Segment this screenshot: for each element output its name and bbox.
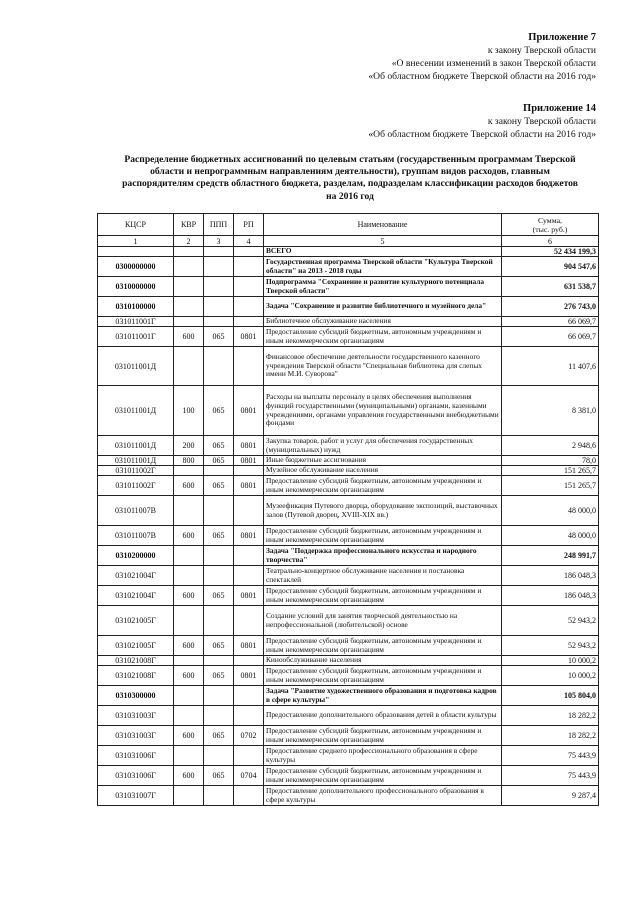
cell-name: Подпрограмма "Сохранение и развитие культурного потенциала Тверской области" <box>264 277 502 297</box>
cell-name: Музеефикация Путевого дворца, оборудование экспозиций, выставочных залов (Путевой дворец, XVIII-XIX вв.) <box>264 496 502 526</box>
cell-kcsr: 031011007В <box>98 496 174 526</box>
cell-kvr <box>174 746 204 766</box>
cell-name: Музейное обслуживание населения <box>264 466 502 476</box>
table-row <box>98 786 599 806</box>
cell-kvr: 800 <box>174 456 204 466</box>
table-row <box>98 277 599 297</box>
table-row <box>98 586 599 606</box>
cell-sum: 48 000,0 <box>502 496 599 526</box>
cell-name: Предоставление субсидий бюджетным, автономным учреждениям и иным некоммерческим организациям <box>264 586 502 606</box>
cell-sum: 105 804,0 <box>502 686 599 706</box>
cell-ppp: 065 <box>204 636 234 656</box>
appendix-14-title: Приложение 14 <box>523 103 596 114</box>
column-number: 6 <box>502 236 599 247</box>
cell-ppp <box>204 606 234 636</box>
appendix-7-line-1: к закону Тверской области <box>487 45 596 56</box>
cell-kcsr: 031021008Г <box>98 656 174 666</box>
cell-rp <box>234 347 264 386</box>
cell-name: Предоставление субсидий бюджетным, автономным учреждениям и иным некоммерческим организациям <box>264 636 502 656</box>
cell-kvr <box>174 606 204 636</box>
cell-rp <box>234 317 264 327</box>
table-row <box>98 257 599 277</box>
column-number: 4 <box>234 236 264 247</box>
cell-rp: 0704 <box>234 766 264 786</box>
cell-kcsr: 031031006Г <box>98 746 174 766</box>
appendix-14-line-2: «Об областном бюджете Тверской области на 2016 год» <box>368 129 596 140</box>
cell-sum: 904 547,6 <box>502 257 599 277</box>
cell-name: Задача "Сохранение и развитие библиотечного и музейного дела" <box>264 297 502 317</box>
cell-rp <box>234 257 264 277</box>
cell-name: Библиотечное обслуживание населения <box>264 317 502 327</box>
cell-kvr: 200 <box>174 436 204 456</box>
cell-rp <box>234 706 264 726</box>
cell-kvr <box>174 297 204 317</box>
cell-sum: 52 943,2 <box>502 606 599 636</box>
appendix-7-title: Приложение 7 <box>528 32 596 43</box>
table-row <box>98 496 599 526</box>
table-row <box>98 666 599 686</box>
header-kcsr: КЦСР <box>98 214 174 236</box>
document-title-line-3: распорядителям средств областного бюджета, разделам, подразделам классификации расходов бюджетов <box>122 178 578 190</box>
cell-sum: 276 743,0 <box>502 297 599 317</box>
cell-kcsr: 031021005Г <box>98 636 174 656</box>
cell-name: Предоставление дополнительного профессионального образования в сфере культуры <box>264 786 502 806</box>
appendix-14-block <box>368 102 596 141</box>
cell-kvr <box>174 496 204 526</box>
cell-rp <box>234 247 264 257</box>
cell-name: Театрально-концертное обслуживание населения и постановка спектаклей <box>264 566 502 586</box>
cell-name: Предоставление субсидий бюджетным, автономным учреждениям и иным некоммерческим организациям <box>264 327 502 347</box>
table-row <box>98 686 599 706</box>
cell-sum: 78,0 <box>502 456 599 466</box>
cell-sum: 52 434 199,3 <box>502 247 599 257</box>
table-row <box>98 606 599 636</box>
cell-kcsr: 0310300000 <box>98 686 174 706</box>
cell-sum: 66 069,7 <box>502 317 599 327</box>
cell-kvr: 100 <box>174 386 204 436</box>
cell-kvr <box>174 347 204 386</box>
cell-kcsr: 031011007В <box>98 526 174 546</box>
appendix-7-block <box>368 31 596 83</box>
table-row <box>98 726 599 746</box>
cell-kvr: 600 <box>174 636 204 656</box>
cell-ppp: 065 <box>204 386 234 436</box>
cell-sum: 75 443,9 <box>502 746 599 766</box>
cell-sum: 8 381,0 <box>502 386 599 436</box>
cell-name: Предоставление среднего профессионального образования в сфере культуры <box>264 746 502 766</box>
column-number-row <box>98 236 599 247</box>
column-number: 2 <box>174 236 204 247</box>
cell-rp: 0702 <box>234 726 264 746</box>
cell-kcsr: 031021005Г <box>98 606 174 636</box>
cell-sum: 11 407,6 <box>502 347 599 386</box>
cell-name: Задача "Поддержка профессионального искусства и народного творчества" <box>264 546 502 566</box>
cell-ppp: 065 <box>204 476 234 496</box>
cell-kcsr: 0310000000 <box>98 277 174 297</box>
cell-ppp: 065 <box>204 586 234 606</box>
cell-kvr <box>174 247 204 257</box>
cell-rp <box>234 656 264 666</box>
cell-kcsr: 031021004Г <box>98 586 174 606</box>
cell-rp: 0801 <box>234 386 264 436</box>
cell-kvr <box>174 277 204 297</box>
cell-kcsr: 031011001Д <box>98 436 174 456</box>
cell-kvr <box>174 686 204 706</box>
table-row <box>98 476 599 496</box>
cell-ppp: 065 <box>204 526 234 546</box>
cell-kvr <box>174 466 204 476</box>
cell-name: Финансовое обеспечение деятельности государственного казенного учреждения Тверской области "Специальная библиотека для слепых имени М.И. Суворова" <box>264 347 502 386</box>
document-title-line-2: области и непрограммным направлениям деятельности), группам видов расходов, главным <box>150 166 550 178</box>
cell-ppp <box>204 706 234 726</box>
cell-ppp <box>204 546 234 566</box>
cell-ppp <box>204 496 234 526</box>
cell-kvr <box>174 656 204 666</box>
cell-name: Задача "Развитие художественного образования и подготовка кадров в сфере культуры" <box>264 686 502 706</box>
document-title <box>90 154 610 203</box>
table-row <box>98 526 599 546</box>
cell-kvr <box>174 257 204 277</box>
cell-ppp <box>204 686 234 706</box>
cell-name: Предоставление субсидий бюджетным, автономным учреждениям и иным некоммерческим организациям <box>264 726 502 746</box>
table-row <box>98 327 599 347</box>
cell-kvr: 600 <box>174 666 204 686</box>
cell-kvr: 600 <box>174 726 204 746</box>
cell-sum: 10 000,2 <box>502 656 599 666</box>
header-kvr: КВР <box>174 214 204 236</box>
cell-sum: 52 943,2 <box>502 636 599 656</box>
cell-ppp <box>204 317 234 327</box>
table-row <box>98 347 599 386</box>
table-row <box>98 297 599 317</box>
table-row <box>98 746 599 766</box>
cell-kvr <box>174 566 204 586</box>
cell-ppp: 065 <box>204 766 234 786</box>
appendix-7-line-2: «О внесении изменений в закон Тверской области <box>391 58 596 69</box>
cell-rp: 0801 <box>234 666 264 686</box>
table-row <box>98 317 599 327</box>
cell-kvr <box>174 317 204 327</box>
header-sum-line-1: Сумма, <box>537 215 563 225</box>
cell-rp: 0801 <box>234 456 264 466</box>
header-name: Наименование <box>264 214 502 236</box>
cell-rp <box>234 566 264 586</box>
table-row <box>98 436 599 456</box>
cell-rp <box>234 496 264 526</box>
cell-sum: 186 048,3 <box>502 586 599 606</box>
header-sum <box>502 214 599 236</box>
cell-rp: 0801 <box>234 476 264 496</box>
cell-kcsr: 0310200000 <box>98 546 174 566</box>
column-number: 5 <box>264 236 502 247</box>
cell-ppp: 065 <box>204 327 234 347</box>
cell-rp <box>234 606 264 636</box>
cell-kcsr: 031021008Г <box>98 666 174 686</box>
cell-kcsr: 031011001Г <box>98 327 174 347</box>
cell-kcsr: 031011001Д <box>98 456 174 466</box>
cell-rp <box>234 686 264 706</box>
cell-rp <box>234 466 264 476</box>
cell-name: Кинообслуживание населения <box>264 656 502 666</box>
table-row <box>98 766 599 786</box>
column-number: 1 <box>98 236 174 247</box>
cell-ppp <box>204 746 234 766</box>
cell-name: Предоставление субсидий бюджетным, автономным учреждениям и иным некоммерческим организациям <box>264 766 502 786</box>
cell-name: Предоставление субсидий бюджетным, автономным учреждениям и иным некоммерческим организациям <box>264 476 502 496</box>
cell-kcsr: 0310100000 <box>98 297 174 317</box>
cell-rp <box>234 546 264 566</box>
cell-kvr <box>174 786 204 806</box>
cell-rp <box>234 297 264 317</box>
table-row <box>98 656 599 666</box>
cell-name: Предоставление субсидий бюджетным, автономным учреждениям и иным некоммерческим организациям <box>264 526 502 546</box>
cell-kcsr: 031021004Г <box>98 566 174 586</box>
cell-rp <box>234 786 264 806</box>
cell-kvr: 600 <box>174 327 204 347</box>
cell-name: ВСЕГО <box>264 247 502 257</box>
cell-kcsr: 031011001Д <box>98 386 174 436</box>
cell-name: Расходы на выплаты персоналу в целях обеспечения выполнения функций государственными (муниципальными) органами, казенными учреждениями, органами управления государственными внебюджетными фондами <box>264 386 502 436</box>
cell-ppp <box>204 786 234 806</box>
table-row <box>98 456 599 466</box>
cell-ppp: 065 <box>204 666 234 686</box>
cell-sum: 151 265,7 <box>502 476 599 496</box>
table-row <box>98 546 599 566</box>
cell-kcsr: 031011001Г <box>98 317 174 327</box>
cell-rp: 0801 <box>234 636 264 656</box>
cell-kvr: 600 <box>174 476 204 496</box>
cell-kcsr: 031011001Д <box>98 347 174 386</box>
table-header-row <box>98 214 599 236</box>
cell-rp <box>234 277 264 297</box>
cell-name: Создание условий для занятия творческой деятельностью на непрофессиональной (любительской) основе <box>264 606 502 636</box>
budget-allocation-table <box>97 213 599 806</box>
cell-ppp: 065 <box>204 726 234 746</box>
cell-sum: 18 282,2 <box>502 726 599 746</box>
cell-sum: 2 948,6 <box>502 436 599 456</box>
cell-kcsr: 031031007Г <box>98 786 174 806</box>
cell-kcsr: 031031003Г <box>98 706 174 726</box>
cell-kcsr <box>98 247 174 257</box>
cell-ppp <box>204 277 234 297</box>
cell-ppp <box>204 566 234 586</box>
cell-sum: 66 069,7 <box>502 327 599 347</box>
header-ppp: ППП <box>204 214 234 236</box>
cell-sum: 9 287,4 <box>502 786 599 806</box>
cell-rp: 0801 <box>234 526 264 546</box>
cell-ppp <box>204 297 234 317</box>
cell-kcsr: 031011002Г <box>98 466 174 476</box>
appendix-14-line-1: к закону Тверской области <box>487 116 596 127</box>
cell-sum: 48 000,0 <box>502 526 599 546</box>
cell-ppp <box>204 466 234 476</box>
cell-ppp <box>204 257 234 277</box>
table-row <box>98 466 599 476</box>
column-number: 3 <box>204 236 234 247</box>
cell-rp: 0801 <box>234 586 264 606</box>
cell-sum: 631 538,7 <box>502 277 599 297</box>
table-row <box>98 566 599 586</box>
cell-kcsr: 031031006Г <box>98 766 174 786</box>
cell-kvr <box>174 706 204 726</box>
cell-name: Предоставление субсидий бюджетным, автономным учреждениям и иным некоммерческим организациям <box>264 666 502 686</box>
cell-kcsr: 031031003Г <box>98 726 174 746</box>
cell-name: Иные бюджетные ассигнования <box>264 456 502 466</box>
table-row <box>98 386 599 436</box>
cell-sum: 151 265,7 <box>502 466 599 476</box>
cell-kvr: 600 <box>174 766 204 786</box>
cell-kvr: 600 <box>174 586 204 606</box>
cell-name: Предоставление дополнительного образования детей в области культуры <box>264 706 502 726</box>
table-body <box>98 247 599 806</box>
header-rp: РП <box>234 214 264 236</box>
cell-name: Государственная программа Тверской области "Культура Тверской области" на 2013 - 2018 годы <box>264 257 502 277</box>
table-row <box>98 247 599 257</box>
appendix-7-line-3: «Об областном бюджете Тверской области на 2016 год» <box>368 71 596 82</box>
cell-sum: 75 443,9 <box>502 766 599 786</box>
table-row <box>98 636 599 656</box>
header-sum-line-2: (тыс. руб.) <box>532 224 568 234</box>
cell-sum: 186 048,3 <box>502 566 599 586</box>
cell-rp: 0801 <box>234 327 264 347</box>
cell-ppp <box>204 347 234 386</box>
cell-ppp <box>204 656 234 666</box>
cell-ppp: 065 <box>204 436 234 456</box>
cell-sum: 248 991,7 <box>502 546 599 566</box>
table-row <box>98 706 599 726</box>
cell-name: Закупка товаров, работ и услуг для обеспечения государственных (муниципальных) нужд <box>264 436 502 456</box>
document-title-line-1: Распределение бюджетных ассигнований по целевым статьям (государственным программам Тверской <box>124 154 576 165</box>
cell-kvr: 600 <box>174 526 204 546</box>
cell-kcsr: 031011002Г <box>98 476 174 496</box>
cell-sum: 10 000,2 <box>502 666 599 686</box>
cell-kvr <box>174 546 204 566</box>
document-title-line-4: на 2016 год <box>326 190 374 202</box>
cell-ppp: 065 <box>204 456 234 466</box>
cell-rp <box>234 746 264 766</box>
cell-rp: 0801 <box>234 436 264 456</box>
cell-kcsr: 0300000000 <box>98 257 174 277</box>
cell-ppp <box>204 247 234 257</box>
cell-sum: 18 282,2 <box>502 706 599 726</box>
